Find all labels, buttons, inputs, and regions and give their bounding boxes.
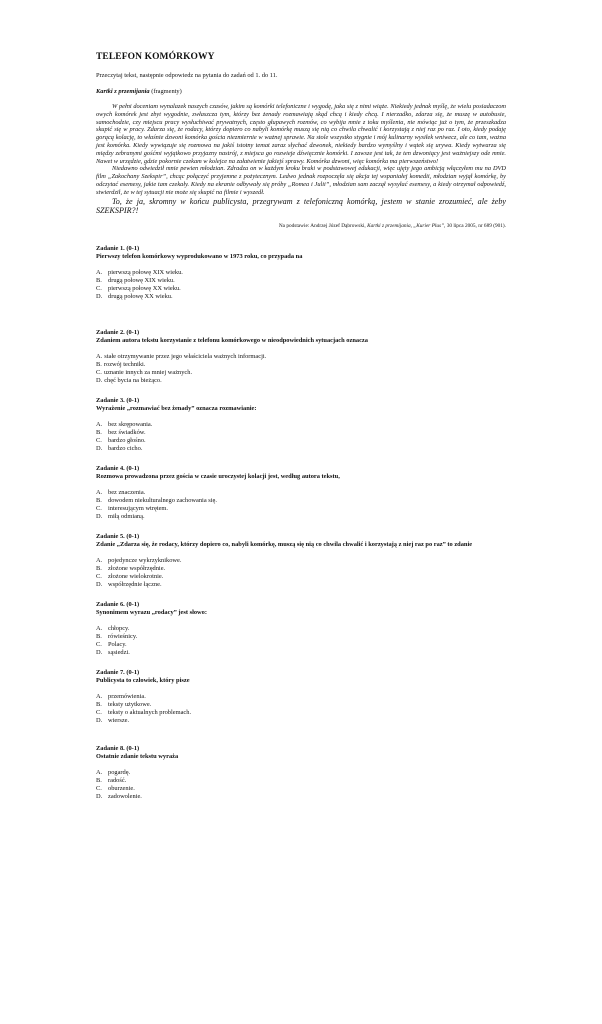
answer-option: [96, 293, 506, 301]
article-subtitle: [96, 88, 506, 95]
option-text: dowodem niekulturalnego zachowania się.: [108, 497, 217, 505]
option-text: współrzędnie łączne.: [108, 581, 162, 589]
answer-option: [96, 709, 506, 717]
answer-option: [96, 565, 506, 573]
task-heading: Zadanie 7. (0-1): [96, 669, 140, 677]
task-question: Pierwszy telefon komórkowy wyprodukowano w 1973 roku, co przypada na: [96, 253, 303, 261]
answer-option: [96, 421, 506, 429]
option-letter: C.: [96, 437, 102, 445]
option-text: drugą połowę XIX wieku.: [108, 277, 175, 285]
option-letter: C.: [96, 785, 102, 793]
option-text: bardzo głośno.: [108, 437, 146, 445]
source-title: Kartki z przemijania, „Kurier Plus”,: [367, 223, 446, 230]
option-letter: C.: [96, 573, 102, 581]
answer-option: [96, 429, 506, 437]
answer-option: [96, 513, 506, 521]
document-title: TELEFON KOMÓRKOWY: [96, 52, 215, 62]
task-heading: Zadanie 5. (0-1): [96, 533, 140, 541]
option-text: pierwszą połowę XIX wieku.: [108, 269, 183, 277]
option-letter: B.: [96, 565, 102, 573]
answer-options: [96, 421, 506, 453]
answer-option: [96, 557, 506, 565]
source-date: 30 lipca 2005, nr 689 (901).: [445, 223, 506, 230]
answer-options: [96, 557, 506, 589]
answer-options: [96, 769, 506, 801]
instruction-text: Przeczytaj tekst, następnie odpowiedz na pytania do zadań od 1. do 11.: [96, 72, 278, 79]
task-1: [96, 245, 506, 301]
answer-option: [96, 277, 506, 285]
option-text: pierwszą połowę XX wieku.: [108, 285, 181, 293]
task-heading: Zadanie 8. (0-1): [96, 745, 140, 753]
answer-option: [96, 769, 506, 777]
option-text: wiersze.: [108, 717, 130, 725]
option-text: miłą odmianą.: [108, 513, 145, 521]
answer-option: [96, 489, 506, 497]
answer-option: [96, 573, 506, 581]
option-text: chęć bycia na bieżąco.: [104, 377, 162, 385]
option-text: Polacy.: [108, 641, 127, 649]
answer-option: [96, 701, 506, 709]
option-text: rówieśnicy.: [108, 633, 138, 641]
option-letter: A.: [96, 769, 103, 777]
option-text: zadowolenie.: [108, 793, 142, 801]
option-letter: C.: [96, 505, 102, 513]
option-letter: D.: [96, 293, 103, 301]
answer-option: [96, 785, 506, 793]
option-letter: B.: [96, 277, 102, 285]
task-question: Ostatnie zdanie tekstu wyraża: [96, 753, 179, 761]
document-page: [96, 52, 506, 801]
answer-option: [96, 505, 506, 513]
task-heading: Zadanie 3. (0-1): [96, 397, 140, 405]
task-heading: Zadanie 6. (0-1): [96, 601, 140, 609]
answer-option: [96, 793, 506, 801]
option-text: złożone współrzędnie.: [108, 565, 166, 573]
answer-option: [96, 777, 506, 785]
option-letter: B.: [96, 633, 102, 641]
option-letter: A.: [96, 269, 103, 277]
option-letter: D.: [96, 649, 103, 657]
option-letter: A.: [96, 489, 103, 497]
answer-options: [96, 269, 506, 301]
article-paragraph: Niedawno odwiedził mnie pewien młodzian. Zdradza on w każdym kroku braki w podstawowej edukacji, więc ujęty jego ambicją włączyłem mu na DVD film „Zakochany Szekspir”, chcąc połączyć przyjemne z pożytecznym. Ledwo jednak rozpoczęła się akcja tej wspaniałej komedii, młodzian wyjął komórkę, by odczytać esemesy, jakie tam czekały. Kiedy na ekranie odbywały się próby „Romea i Julii”, młodzian sam zaczął wysyłać esemesy, a kiedy otrzymał odpowiedź, stwierdził, że w tej sytuacji nie może się skupić na filmie i wyszedł.: [96, 165, 506, 196]
option-letter: C.: [96, 369, 102, 377]
option-text: bardzo cicho.: [108, 445, 143, 453]
option-letter: A.: [96, 421, 103, 429]
answer-option: [96, 437, 506, 445]
task-7: [96, 669, 506, 725]
option-text: stałe otrzymywanie przez jego właściciela ważnych informacji.: [104, 353, 267, 361]
option-text: pojedyncze wykrzyknikowe.: [108, 557, 182, 565]
answer-option: [96, 641, 506, 649]
answer-options: [96, 693, 506, 725]
option-text: teksty użytkowe.: [108, 701, 152, 709]
task-6: [96, 601, 506, 657]
option-letter: B.: [96, 429, 102, 437]
answer-options: [96, 489, 506, 521]
task-question: Wyrażenie „rozmawiać bez żenady” oznacza rozmawianie:: [96, 405, 257, 413]
option-letter: D.: [96, 581, 103, 589]
answer-option: [96, 285, 506, 293]
answer-options: [96, 353, 506, 385]
option-letter: B.: [96, 777, 102, 785]
option-text: radość.: [108, 777, 127, 785]
option-text: bez skrępowania.: [108, 421, 153, 429]
option-text: bez znaczenia.: [108, 489, 146, 497]
task-5: [96, 533, 506, 589]
article-subtitle-note: (fragmenty): [149, 88, 182, 95]
option-text: chłopcy.: [108, 625, 130, 633]
answer-option: [96, 361, 506, 369]
answer-option: [96, 625, 506, 633]
source-author: Na podstawie: Andrzej Józef Dąbrowski,: [278, 223, 368, 230]
option-text: interesującym wtrętem.: [108, 505, 168, 513]
option-letter: B.: [96, 497, 102, 505]
answer-option: [96, 269, 506, 277]
option-text: sąsiedzi.: [108, 649, 130, 657]
option-letter: D.: [96, 717, 103, 725]
article-subtitle-title: Kartki z przemijania: [96, 88, 150, 95]
option-text: złożone wielokrotnie.: [108, 573, 164, 581]
answer-option: [96, 377, 506, 385]
option-letter: B.: [96, 361, 102, 369]
option-text: pogardę.: [108, 769, 131, 777]
answer-option: [96, 497, 506, 505]
task-question: Rozmowa prowadzona przez gościa w czasie uroczystej kolacji jest, według autora tekstu,: [96, 473, 340, 481]
task-question: Publicysta to człowiek, który pisze: [96, 677, 190, 685]
option-letter: D.: [96, 377, 103, 385]
task-2: [96, 329, 506, 385]
article-text: [96, 103, 506, 215]
answer-option: [96, 633, 506, 641]
option-letter: B.: [96, 701, 102, 709]
article-paragraph: W pełni doceniam wynalazek naszych czasów, jakim są komórki telefoniczne i wygodę, jaka się z nimi wiąże. Niekiedy jednak myślę, że wielu posiadaczom owych komórek jest zbyt wygodnie, zwłaszcza tym, którzy bez żenady rozmawiają skąd chcą i kiedy chcą. I nierzadko, zdarza się, że muszę w autobusie, samochodzie, czy miejscu pracy wysłuchiwać prywatnych, często głupawych rozmów, co wybija mnie z toku myślenia, nie mówiąc już o tym, że przeszkadza skupić się w pracy. Zdarza się, że rodacy, którzy dopiero co nabyli komórkę muszą się nią co chwila chwalić i korzystają z niej raz po raz. I oto, kiedy podaję gorącą kolację, to właśnie dzwoni komórka gościa niezmiernie w ważnej sprawie. Na stole wszystko stygnie i mój kulinarny wysiłek wniwecz, ale co tam, ważna jest komórka. Kiedy wywiązuje się rozmowa na jakiś istotny temat zaraz słychać dzwonek, niekiedy bardzo wymyślny i wątek się urywa. Kiedy wytwarza się między zebranymi gośćmi wyjątkowo przyjazny nastrój, z miejsca go rozwieje dźwięcznie komórki. I zawsze jest tak, że ten dzwoniący jest ważniejszy ode mnie. Nawet w urzędzie, gdzie pokornie czekam w kolejce na załatwienie jakiejś sprawy. Komórka dzwoni, więc komórka ma pierwszeństwo!: [96, 103, 506, 165]
answer-option: [96, 445, 506, 453]
answer-option: [96, 581, 506, 589]
task-heading: Zadanie 2. (0-1): [96, 329, 140, 337]
answer-options: [96, 625, 506, 657]
option-letter: D.: [96, 445, 103, 453]
option-letter: A.: [96, 557, 103, 565]
option-text: teksty o aktualnych problemach.: [108, 709, 192, 717]
task-8: [96, 745, 506, 801]
task-question: Synonimem wyrazu „rodacy” jest słowo:: [96, 609, 207, 617]
option-letter: A.: [96, 353, 103, 361]
option-letter: C.: [96, 285, 102, 293]
task-question: Zdanie „Zdarza się, że rodacy, którzy dopiero co, nabyli komórkę, muszą się nią co chwila chwalić i korzystają z niej raz po raz” to zdanie: [96, 541, 473, 549]
option-letter: C.: [96, 709, 102, 717]
answer-option: [96, 717, 506, 725]
option-text: oburzenie.: [108, 785, 135, 793]
option-text: bez świadków.: [108, 429, 146, 437]
option-letter: A.: [96, 625, 103, 633]
answer-option: [96, 649, 506, 657]
article-closing-paragraph: To, że ja, skromny w końcu publicysta, przegrywam z telefoniczną komórką, jestem w stanie zrozumieć, ale żeby SZEKSPIR?!: [96, 196, 506, 215]
option-letter: C.: [96, 641, 102, 649]
source-citation: [96, 223, 506, 229]
option-letter: A.: [96, 693, 103, 701]
task-heading: Zadanie 4. (0-1): [96, 465, 140, 473]
answer-option: [96, 353, 506, 361]
option-text: uznanie innych za mniej ważnych.: [103, 369, 193, 377]
answer-option: [96, 369, 506, 377]
answer-option: [96, 693, 506, 701]
option-text: przemówienia.: [108, 693, 146, 701]
option-text: rozwój techniki.: [103, 361, 146, 369]
option-letter: D.: [96, 793, 103, 801]
option-text: drugą połowę XX wieku.: [108, 293, 173, 301]
task-3: [96, 397, 506, 453]
task-question: Zdaniem autora tekstu korzystanie z telefonu komórkowego w nieodpowiednich sytuacjach oznacza: [96, 337, 368, 345]
task-heading: Zadanie 1. (0-1): [96, 245, 140, 253]
option-letter: D.: [96, 513, 103, 521]
task-4: [96, 465, 506, 521]
